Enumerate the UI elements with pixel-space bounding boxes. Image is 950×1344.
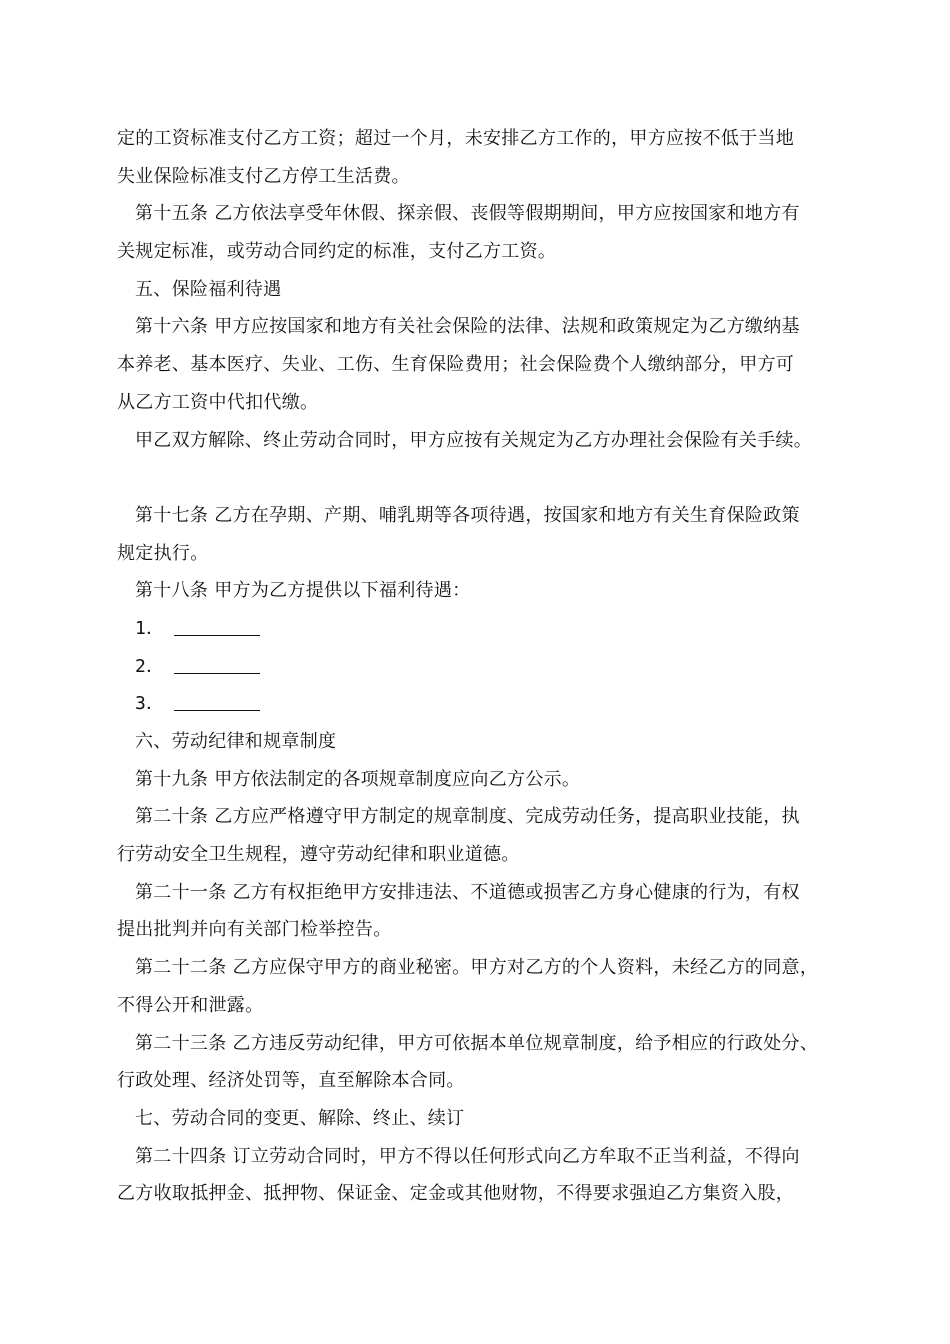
article-21-line-1: 第二十一条 乙方有权拒绝甲方安排违法、不道德或损害乙方身心健康的行为，有权 — [135, 881, 800, 903]
benefit-item-1 — [117, 610, 847, 648]
article-16-line-2: 本养老、基本医疗、失业、工伤、生育保险费用；社会保险费个人缴纳部分，甲方可 — [117, 354, 795, 376]
fill-in-blank[interactable] — [174, 692, 260, 711]
section-heading-5: 五、保险福利待遇 — [135, 278, 282, 300]
section-heading-7: 七、劳动合同的变更、解除、终止、续订 — [135, 1107, 465, 1129]
benefit-item-2 — [117, 648, 847, 686]
document-body — [117, 120, 847, 1213]
list-number: 2． — [135, 655, 165, 677]
article-24-line-2: 乙方收取抵押金、抵押物、保证金、定金或其他财物，不得要求强迫乙方集资入股， — [117, 1183, 795, 1205]
section-heading-6: 六、劳动纪律和规章制度 — [135, 731, 337, 752]
fill-in-blank[interactable] — [174, 655, 260, 674]
article-23-line-1: 第二十三条 乙方违反劳动纪律，甲方可依据本单位规章制度，给予相应的行政处分、 — [135, 1032, 819, 1054]
article-17-line-2: 规定执行。 — [117, 542, 209, 564]
article-15-line-2: 关规定标准，或劳动合同约定的标准，支付乙方工资。 — [117, 241, 557, 263]
blank-line — [117, 459, 847, 497]
article-19-line: 第十九条 甲方依法制定的各项规章制度应向乙方公示。 — [135, 768, 581, 790]
article-20-line-2: 行劳动安全卫生规程，遵守劳动纪律和职业道德。 — [117, 844, 520, 866]
article-24-line-1: 第二十四条 订立劳动合同时，甲方不得以任何形式向乙方牟取不正当利益，不得向 — [135, 1145, 800, 1167]
article-20-line-1: 第二十条 乙方应严格遵守甲方制定的规章制度、完成劳动任务，提高职业技能，执 — [135, 806, 800, 828]
article-22-line-1: 第二十二条 乙方应保守甲方的商业秘密。甲方对乙方的个人资料，未经乙方的同意， — [135, 957, 819, 979]
fill-in-blank[interactable] — [174, 617, 260, 636]
article-23-line-2: 行政处理、经济处罚等，直至解除本合同。 — [117, 1070, 465, 1092]
article-17-line-1: 第十七条 乙方在孕期、产期、哺乳期等各项待遇，按国家和地方有关生育保险政策 — [135, 504, 800, 526]
article-16-line-1: 第十六条 甲方应按国家和地方有关社会保险的法律、法规和政策规定为乙方缴纳基 — [135, 316, 800, 338]
list-number: 1． — [135, 617, 165, 639]
article-16-line-3: 从乙方工资中代扣代缴。 — [117, 391, 319, 413]
article-18-line: 第十八条 甲方为乙方提供以下福利待遇： — [135, 580, 471, 602]
article-15-line-1: 第十五条 乙方依法享受年休假、探亲假、丧假等假期期间，甲方应按国家和地方有 — [135, 203, 800, 225]
termination-insurance-line: 甲乙双方解除、终止劳动合同时，甲方应按有关规定为乙方办理社会保险有关手续。 — [135, 429, 813, 451]
list-number: 3． — [135, 693, 165, 715]
article-21-line-2: 提出批判并向有关部门检举控告。 — [117, 919, 392, 941]
article-22-line-2: 不得公开和泄露。 — [117, 994, 264, 1016]
benefit-item-3 — [117, 685, 847, 723]
paragraph-line: 失业保险标准支付乙方停工生活费。 — [117, 165, 410, 187]
paragraph-line: 定的工资标准支付乙方工资；超过一个月，未安排乙方工作的，甲方应按不低于当地 — [117, 128, 795, 149]
